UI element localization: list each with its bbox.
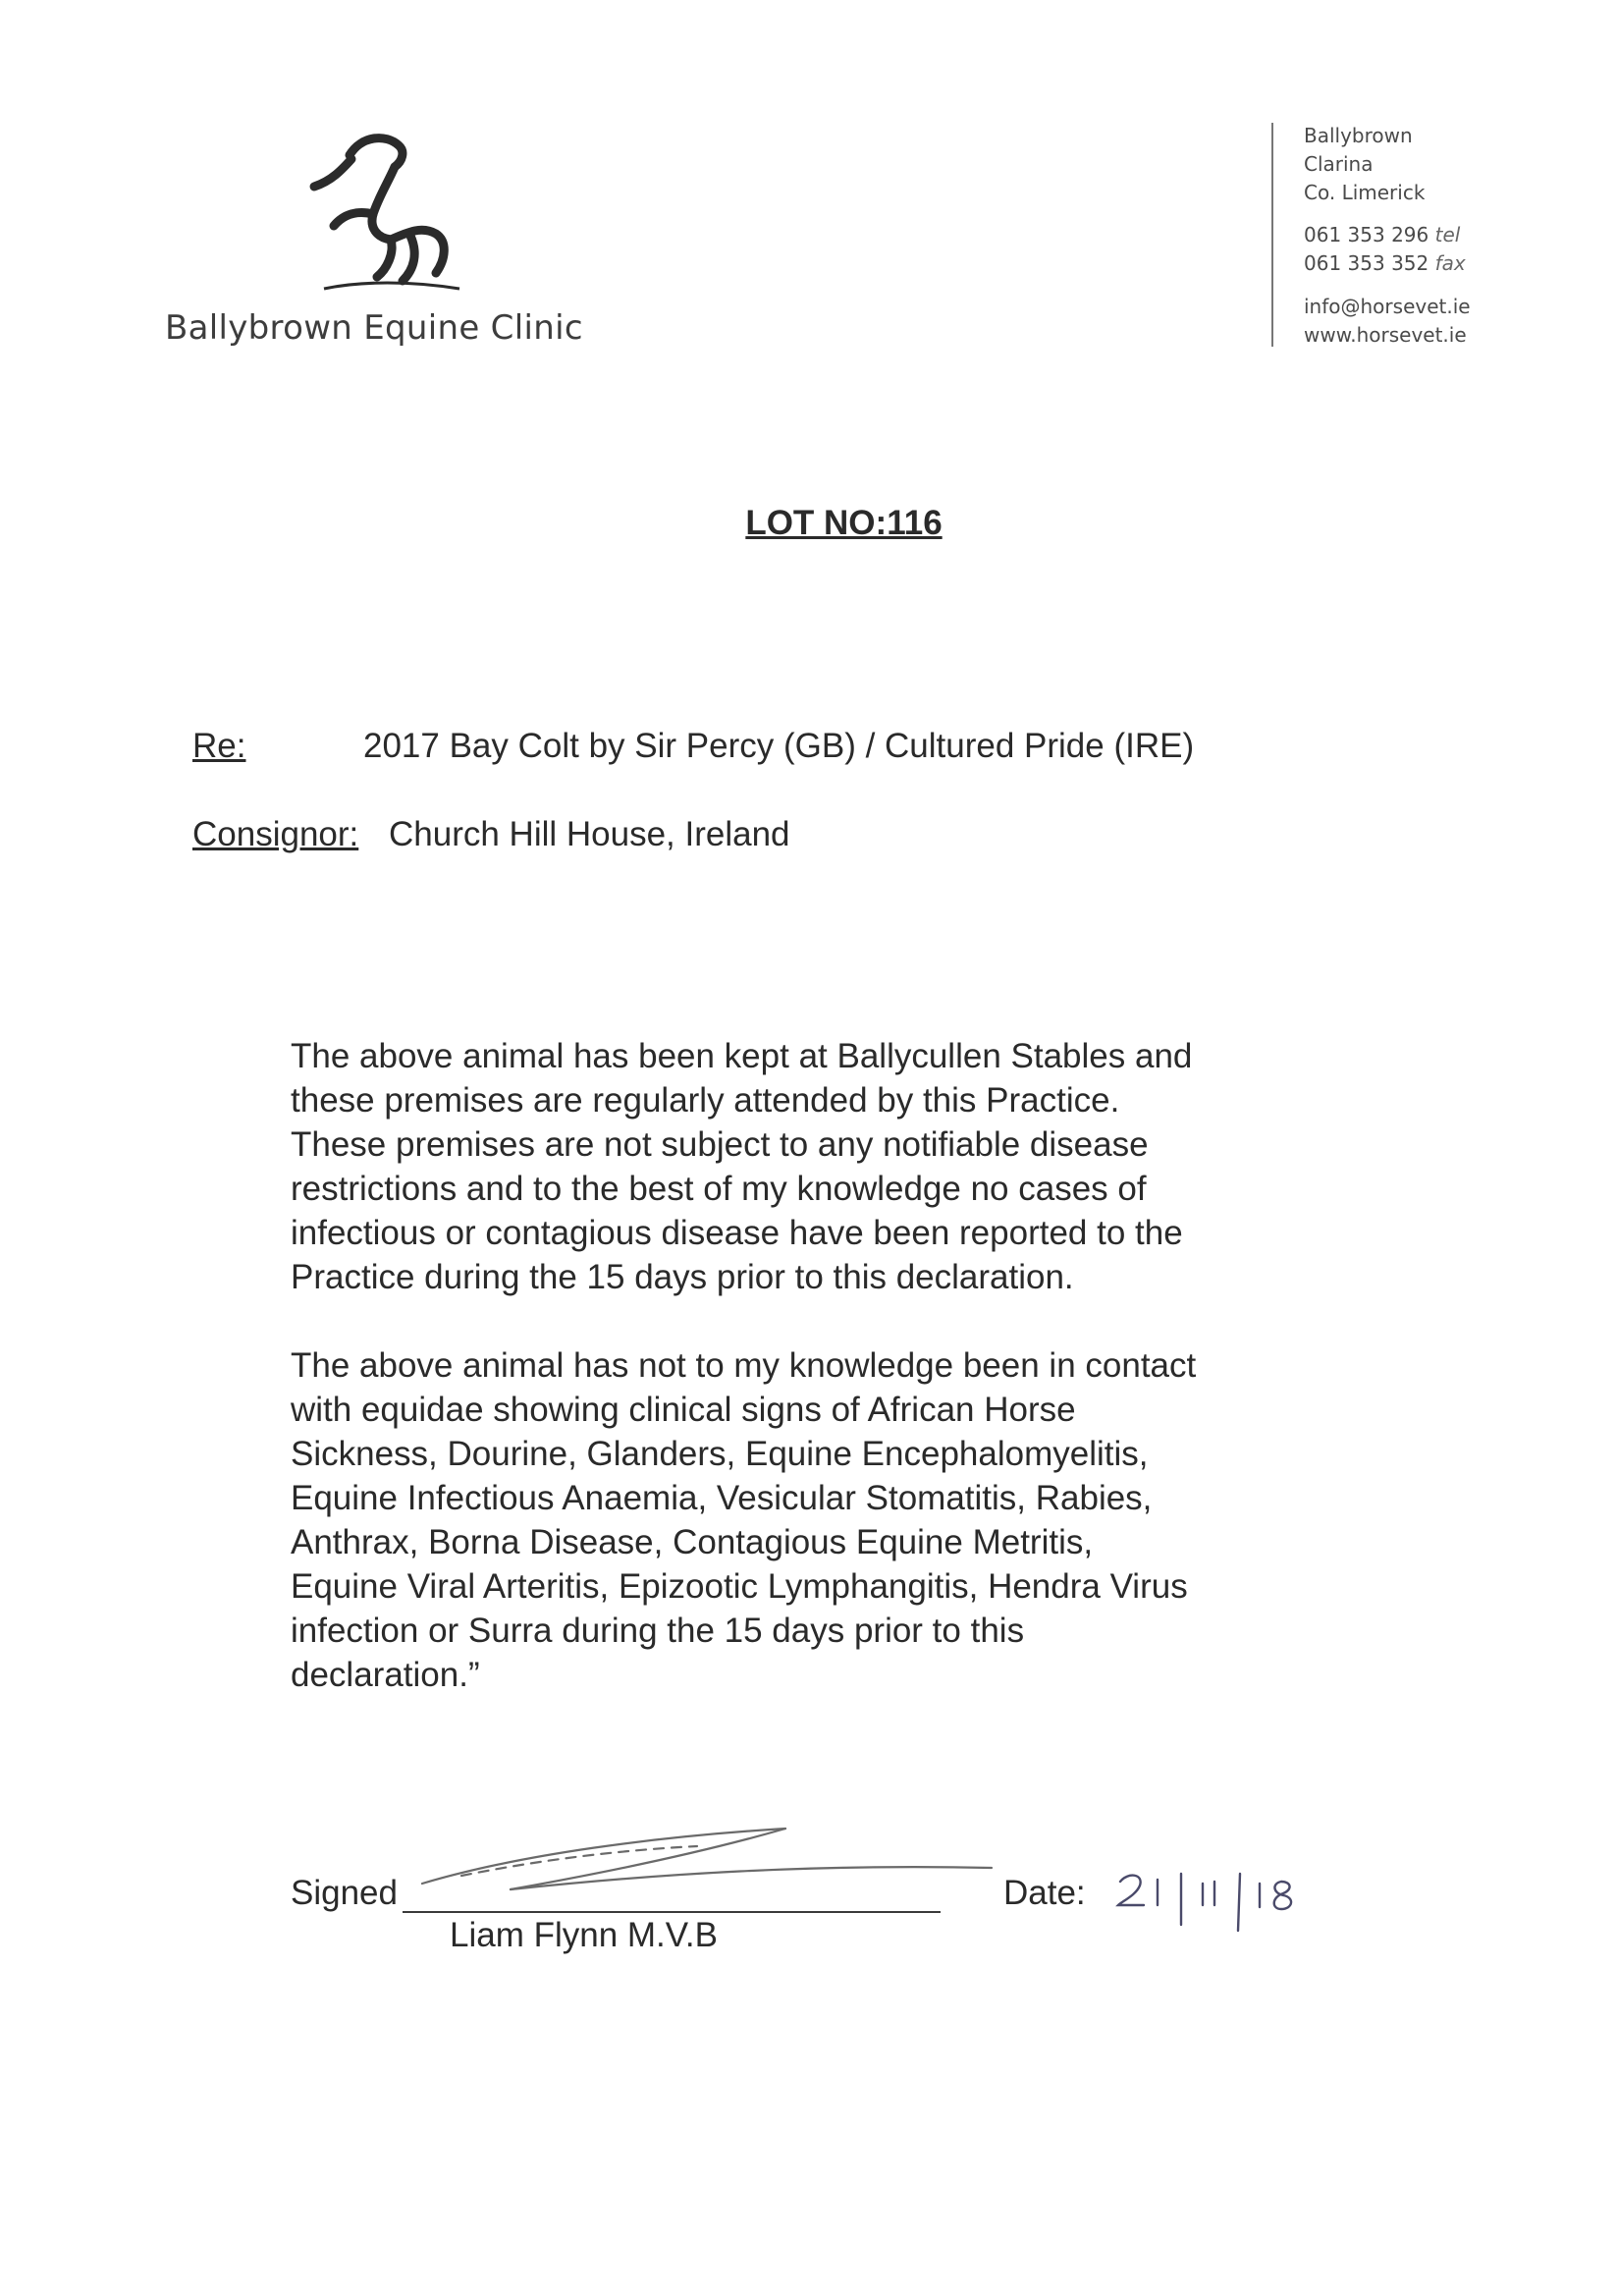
address-line: Co. Limerick — [1304, 181, 1426, 204]
signer-name: Liam Flynn M.V.B — [450, 1916, 718, 1954]
fax-number: 061 353 352 — [1304, 251, 1429, 275]
website: www.horsevet.ie — [1304, 323, 1467, 347]
fax-line — [1304, 249, 1466, 278]
fax-suffix: fax — [1434, 251, 1466, 275]
re-label: Re: — [192, 727, 246, 765]
contact-divider — [1271, 123, 1273, 347]
signature-line — [403, 1911, 941, 1913]
phone-line — [1304, 221, 1460, 249]
address-line: Clarina — [1304, 152, 1374, 176]
handwritten-date — [1105, 1866, 1316, 1944]
re-text: 2017 Bay Colt by Sir Percy (GB) / Cultured Pride (IRE) — [363, 727, 1195, 765]
date-label: Date: — [1003, 1874, 1086, 1912]
address-line: Ballybrown — [1304, 124, 1413, 147]
signed-label: Signed — [291, 1874, 398, 1912]
paragraph-2: The above animal has not to my knowledge been in contact with equidae showing clinical signs of African Horse Sickness, Dourine, Glanders, Equine Encephalomyelitis, Equine Infectious Anaemia, Vesicular Stomatitis, Rabies, Anthrax, Borna Disease, Contagious Equine Metritis, Equine Viral Arteritis, Epizootic Lymphangitis, Hendra Virus infection or Surra during the 15 days prior to this declaration.” — [291, 1346, 1197, 1694]
lot-title: LOT NO:116 — [745, 504, 943, 542]
consignor-text: Church Hill House, Ireland — [389, 815, 790, 853]
handwritten-signature — [403, 1815, 1011, 1903]
declaration-body — [291, 1034, 1331, 1299]
email: info@horsevet.ie — [1304, 295, 1471, 318]
paragraph-1: The above animal has been kept at Ballycullen Stables and these premises are regularly attended by this Practice. These premises are not subject to any notifiable disease restrictions and to the best of my knowledge no cases of infectious or contagious disease have been reported to the Practice during the 15 days prior to this declaration. — [291, 1037, 1193, 1296]
phone-suffix: tel — [1434, 223, 1461, 246]
consignor-label: Consignor: — [192, 815, 359, 853]
clinic-name: Ballybrown Equine Clinic — [165, 308, 583, 348]
phone-number: 061 353 296 — [1304, 223, 1429, 246]
rearing-horse-icon — [293, 116, 469, 293]
declaration-body-2 — [291, 1343, 1331, 1697]
